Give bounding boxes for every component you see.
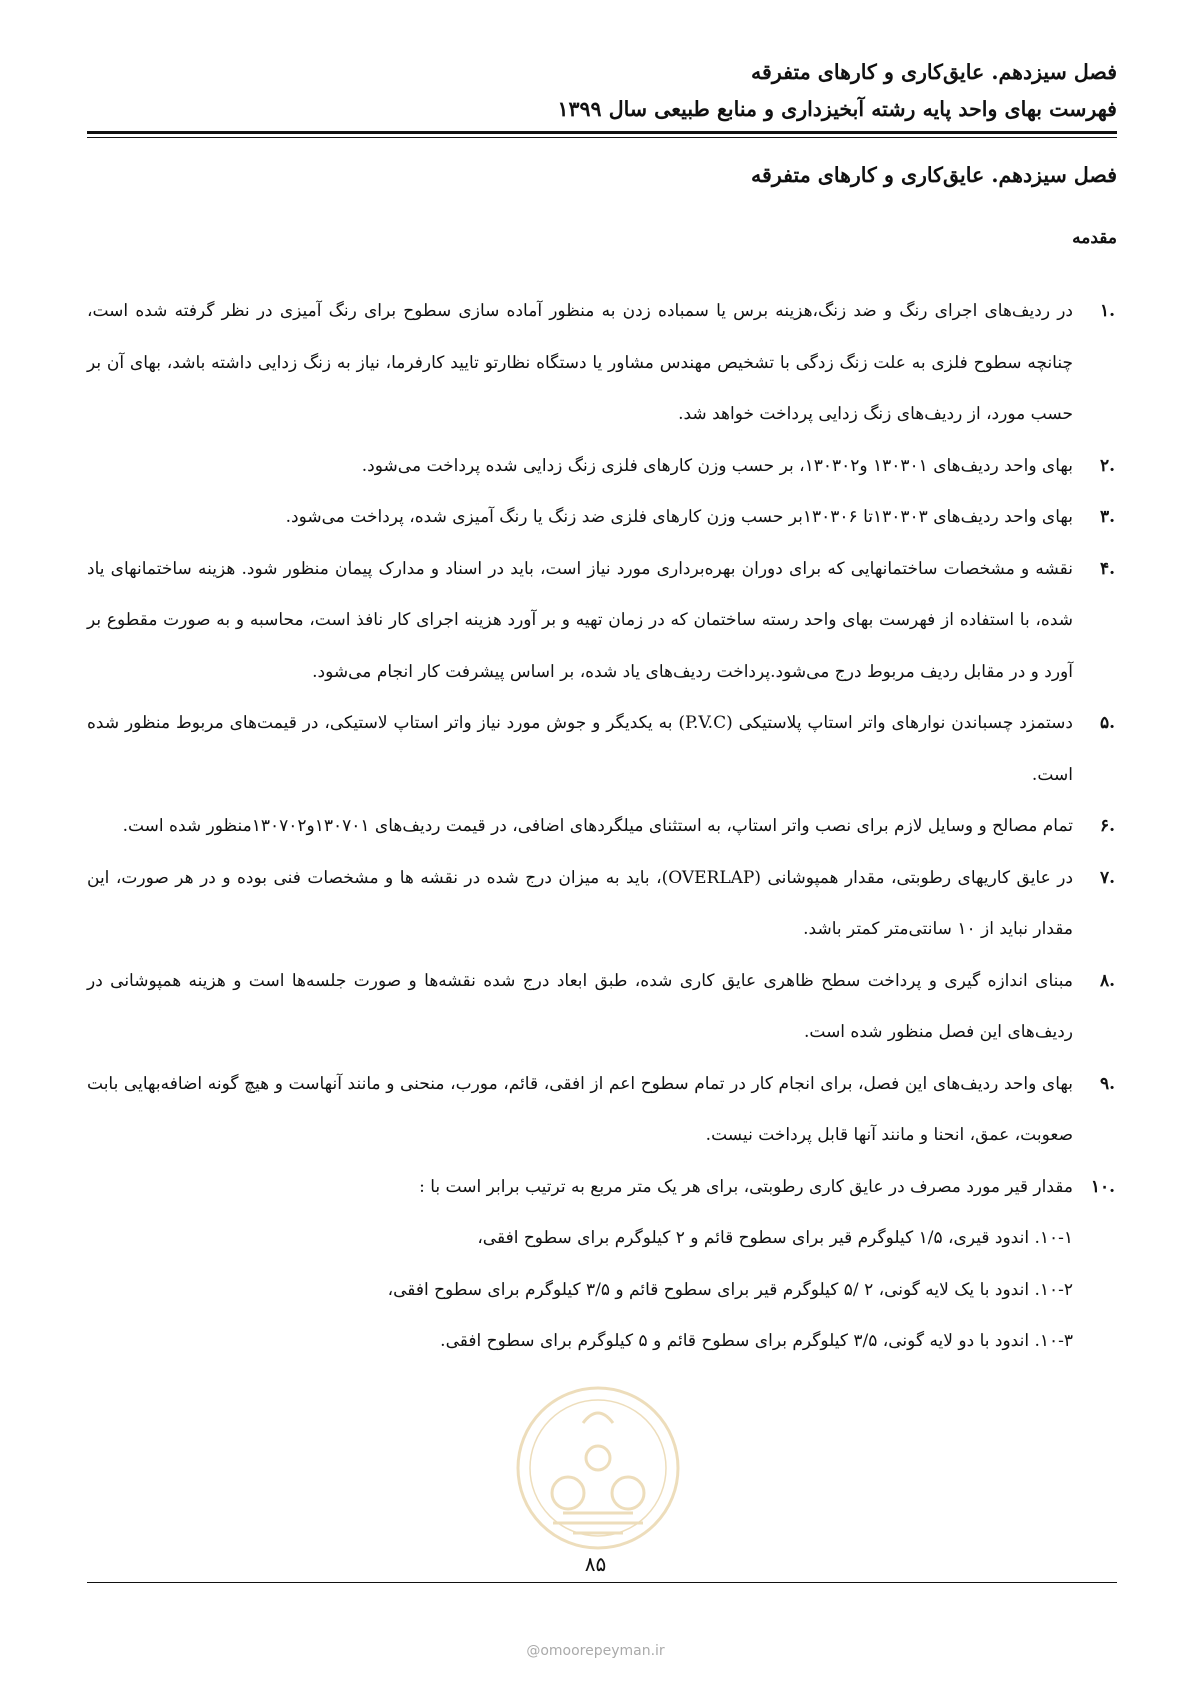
item-number: .۸ <box>1099 970 1115 991</box>
list-item <box>87 441 1117 493</box>
list-item <box>87 286 1117 441</box>
header-rule-thin <box>87 137 1117 138</box>
sub-item: ۱۰-۳. اندود با دو لایه گونی، ۳/۵ کیلوگرم برای سطوح قائم و ۵ کیلوگرم برای سطوح افقی. <box>440 1331 1073 1351</box>
item-number: .۴ <box>1099 558 1115 579</box>
item-text: مقدار قیر مورد مصرف در عایق کاری رطوبتی، برای هر یک متر مربع به ترتیب برابر است با : <box>419 1176 1073 1197</box>
sub-item: ۱۰-۱. اندود قیری، ۱/۵ کیلوگرم قیر برای سطوح قائم و ۲ کیلوگرم برای سطوح افقی، <box>477 1228 1073 1248</box>
list-item <box>87 956 1117 1059</box>
chapter-title: فصل سیزدهم. عایق‌کاری و کارهای متفرقه <box>751 163 1117 187</box>
page-header <box>87 54 1117 128</box>
list-item <box>87 1162 1117 1214</box>
intro-heading: مقدمه <box>1072 228 1117 248</box>
item-number: .۱۰ <box>1090 1176 1115 1197</box>
item-number: .۲ <box>1099 455 1115 476</box>
item-text: بهای واحد ردیف‌های ۱۳۰۳۰۳تا ۱۳۰۳۰۶بر حسب وزن کارهای فلزی ضد زنگ یا رنگ آمیزی شده، پرداخت می‌شود. <box>285 507 1073 527</box>
item-text: بهای واحد ردیف‌های ۱۳۰۳۰۱ و۱۳۰۳۰۲، بر حسب وزن کارهای فلزی زنگ زدایی شده پرداخت می‌شود. <box>361 455 1073 476</box>
list-item <box>87 492 1117 544</box>
sub-item: ۱۰-۲. اندود با یک لایه گونی، ۲ /۵ کیلوگرم قیر برای سطوح قائم و ۳/۵ کیلوگرم برای سطوح افقی، <box>387 1279 1073 1300</box>
item-text: تمام مصالح و وسایل لازم برای نصب واتر استاپ، به استثنای میلگردهای اضافی، در قیمت ردیف‌های ۱۳۰۷۰۱و۱۳۰۷۰۲منظور شده است. <box>122 816 1073 836</box>
page-number: ۸۵ <box>584 1552 607 1576</box>
item-text: دستمزد چسباندن نوارهای واتر استاپ پلاستیکی (P.V.C) به یکدیگر و جوش مورد نیاز واتر استاپ لاستیکی، در قیمت‌های مربوط منظور شده است. <box>87 713 1073 785</box>
item-text: مبنای اندازه گیری و پرداخت سطح ظاهری عایق کاری شده، طبق ابعاد درج شده نقشه‌ها و صورت جلسه‌ها است و هزینه همپوشانی در ردیف‌های این فصل منظور شده است. <box>87 970 1073 1042</box>
list-item <box>87 698 1117 801</box>
item-text: در عایق کاریهای رطوبتی، مقدار همپوشانی (OVERLAP)، باید به میزان درج شده در نقشه ها و مشخصات فنی بوده و در هر صورت، این مقدار نباید از ۱۰ سانتی‌متر کمتر باشد. <box>87 867 1074 939</box>
header-rule-thick <box>87 131 1117 134</box>
item-number: .۳ <box>1099 507 1115 527</box>
footer-url: @omoorepeyman.ir <box>526 1643 665 1659</box>
item-text: در ردیف‌های اجرای رنگ و ضد زنگ،هزینه برس یا سمباده زدن به منظور آماده سازی سطوح برای رنگ آمیزی در نظر گرفته شده است، چنانچه سطوح فلزی به علت زنگ زدگی با تشخیص مهندس مشاور یا دستگاه نظارتو تایید کارفرما، نیاز به زنگ زدایی داشته باشد، بهای آن بر حسب مورد، از ردیف‌های زنگ زدایی پرداخت خواهد شد. <box>87 301 1073 424</box>
watermark-seal-icon <box>513 1383 683 1553</box>
list-item <box>87 853 1117 956</box>
item-number: .۷ <box>1099 867 1115 888</box>
header-chapter-line: فصل سیزدهم. عایق‌کاری و کارهای متفرقه <box>751 60 1117 84</box>
item-list <box>87 286 1117 1368</box>
header-title-line: فهرست بهای واحد پایه رشته آبخیزداری و منابع طبیعی سال ۱۳۹۹ <box>557 97 1117 121</box>
item-number: .۵ <box>1099 713 1115 733</box>
list-item <box>87 544 1117 699</box>
list-item <box>87 801 1117 853</box>
item-number: .۱ <box>1099 301 1115 321</box>
list-item <box>87 1059 1117 1162</box>
item-number: .۶ <box>1099 816 1115 836</box>
item-text: نقشه و مشخصات ساختمانهایی که برای دوران بهره‌برداری مورد نیاز است، باید در اسناد و مدارک پیمان منظور شود. هزینه ساختمانهای یاد شده، با استفاده از فهرست بهای واحد رسته ساختمان که در زمان تهیه و بر آورد هزینه اجرای کار نافذ است، محاسبه و به صورت مقطوع بر آورد و در مقابل ردیف مربوط درج می‌شود.پرداخت ردیف‌های یاد شده، بر اساس پیشرفت کار انجام می‌شود. <box>87 558 1073 682</box>
item-text: بهای واحد ردیف‌های این فصل، برای انجام کار در تمام سطوح اعم از افقی، قائم، مورب، منحنی و مانند آنهاست و هیچ گونه اضافه‌بهایی بابت صعوبت، عمق، انحنا و مانند آنها قابل پرداخت نیست. <box>87 1073 1073 1145</box>
footer-rule <box>87 1582 1117 1583</box>
item-number: .۹ <box>1099 1073 1115 1094</box>
